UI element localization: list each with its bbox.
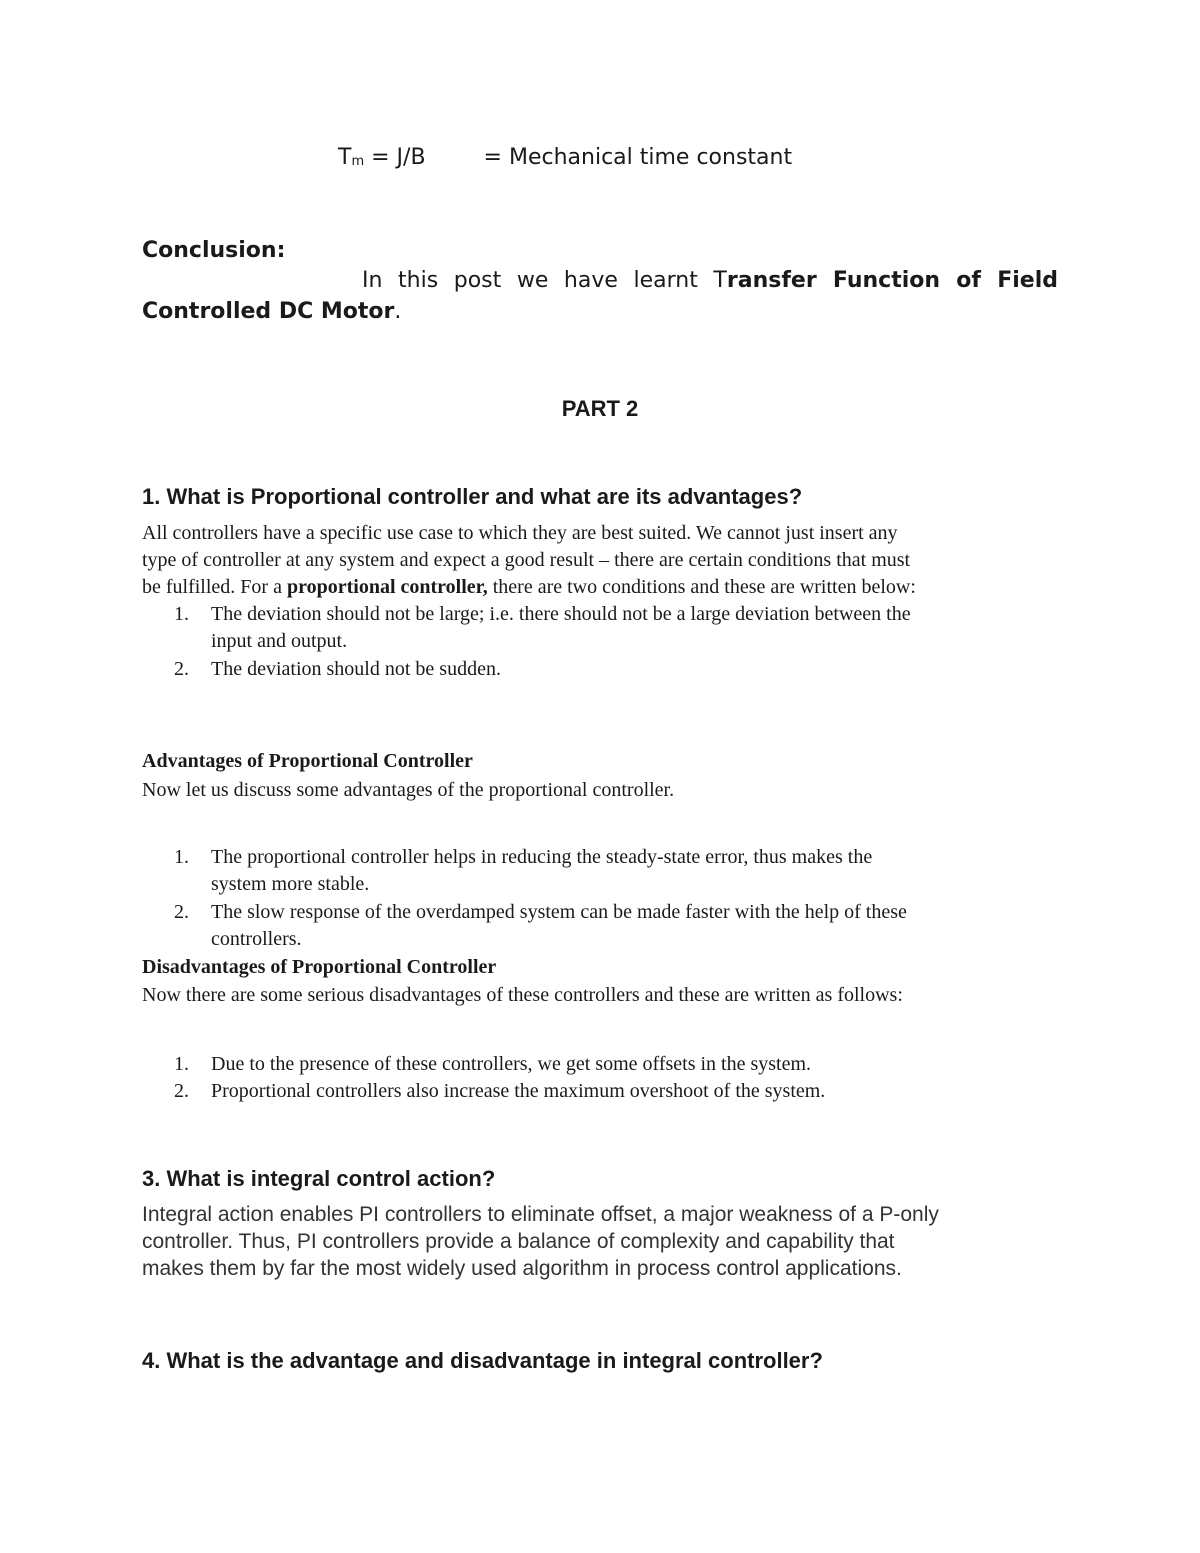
q3-line-1: Integral action enables PI controllers to eliminate offset, a major weakness of a P-only: [142, 1203, 939, 1226]
disadvantage-number: 2.: [174, 1080, 189, 1102]
conclusion-bold-end: Controlled DC Motor: [142, 299, 395, 324]
condition-1-line-2: input and output.: [211, 630, 348, 652]
q1-para-line-1: All controllers have a specific use case to which they are best suited. We cannot just insert any: [142, 522, 898, 544]
condition-number: 1.: [174, 603, 189, 625]
disadvantage-1: Due to the presence of these controllers, we get some offsets in the system.: [211, 1053, 812, 1075]
condition-1-line-1: The deviation should not be large; i.e. there should not be a large deviation between the: [211, 603, 911, 625]
q3-line-3: makes them by far the most widely used algorithm in process control applications.: [142, 1257, 902, 1280]
conclusion-text: In this post we have learnt T: [362, 268, 727, 293]
q3-line-2: controller. Thus, PI controllers provide a balance of complexity and capability that: [142, 1230, 895, 1253]
advantage-1-line-2: system more stable.: [211, 873, 370, 895]
q1-para-line-2: type of controller at any system and expect a good result – there are certain conditions that must: [142, 549, 911, 571]
advantage-2-line-1: The slow response of the overdamped system can be made faster with the help of these: [211, 901, 907, 923]
conclusion-period: .: [394, 299, 402, 324]
conclusion-label: Conclusion:: [142, 238, 286, 263]
equation-description: = Mechanical time constant: [483, 145, 793, 170]
conclusion-bold-text: ransfer Function of Field: [726, 268, 1058, 293]
advantage-number: 2.: [174, 901, 189, 923]
equation-symbol: T: [338, 145, 352, 170]
equation-subscript: m: [351, 154, 365, 169]
advantages-intro: Now let us discuss some advantages of the proportional controller.: [142, 779, 675, 801]
advantage-number: 1.: [174, 846, 189, 868]
part-heading: PART 2: [561, 396, 639, 421]
question-3-heading: 3. What is integral control action?: [142, 1166, 496, 1191]
q1-para-text-end: there are two conditions and these are written below:: [487, 576, 916, 598]
advantages-heading: Advantages of Proportional Controller: [142, 750, 473, 772]
conclusion-line-1: [142, 268, 1058, 293]
disadvantages-intro: Now there are some serious disadvantages of these controllers and these are written as follows:: [142, 984, 903, 1006]
condition-number: 2.: [174, 658, 189, 680]
conclusion-line-2: [142, 299, 401, 324]
question-4-heading: 4. What is the advantage and disadvantage in integral controller?: [142, 1348, 823, 1373]
disadvantages-heading: Disadvantages of Proportional Controller: [142, 956, 497, 978]
advantage-2-line-2: controllers.: [211, 928, 302, 950]
condition-2-line-1: The deviation should not be sudden.: [211, 658, 501, 680]
q1-para-text: be fulfilled. For a: [142, 576, 287, 598]
advantage-1-line-1: The proportional controller helps in reducing the steady-state error, thus makes the: [211, 846, 873, 868]
time-constant-equation: [338, 145, 792, 170]
equation-rhs: = J/B: [371, 145, 426, 170]
disadvantage-2: Proportional controllers also increase the maximum overshoot of the system.: [211, 1080, 826, 1102]
q1-para-line-3: [142, 576, 916, 599]
q1-para-bold: proportional controller,: [286, 576, 488, 598]
question-1-heading: 1. What is Proportional controller and what are its advantages?: [142, 484, 803, 509]
disadvantage-number: 1.: [174, 1053, 189, 1075]
